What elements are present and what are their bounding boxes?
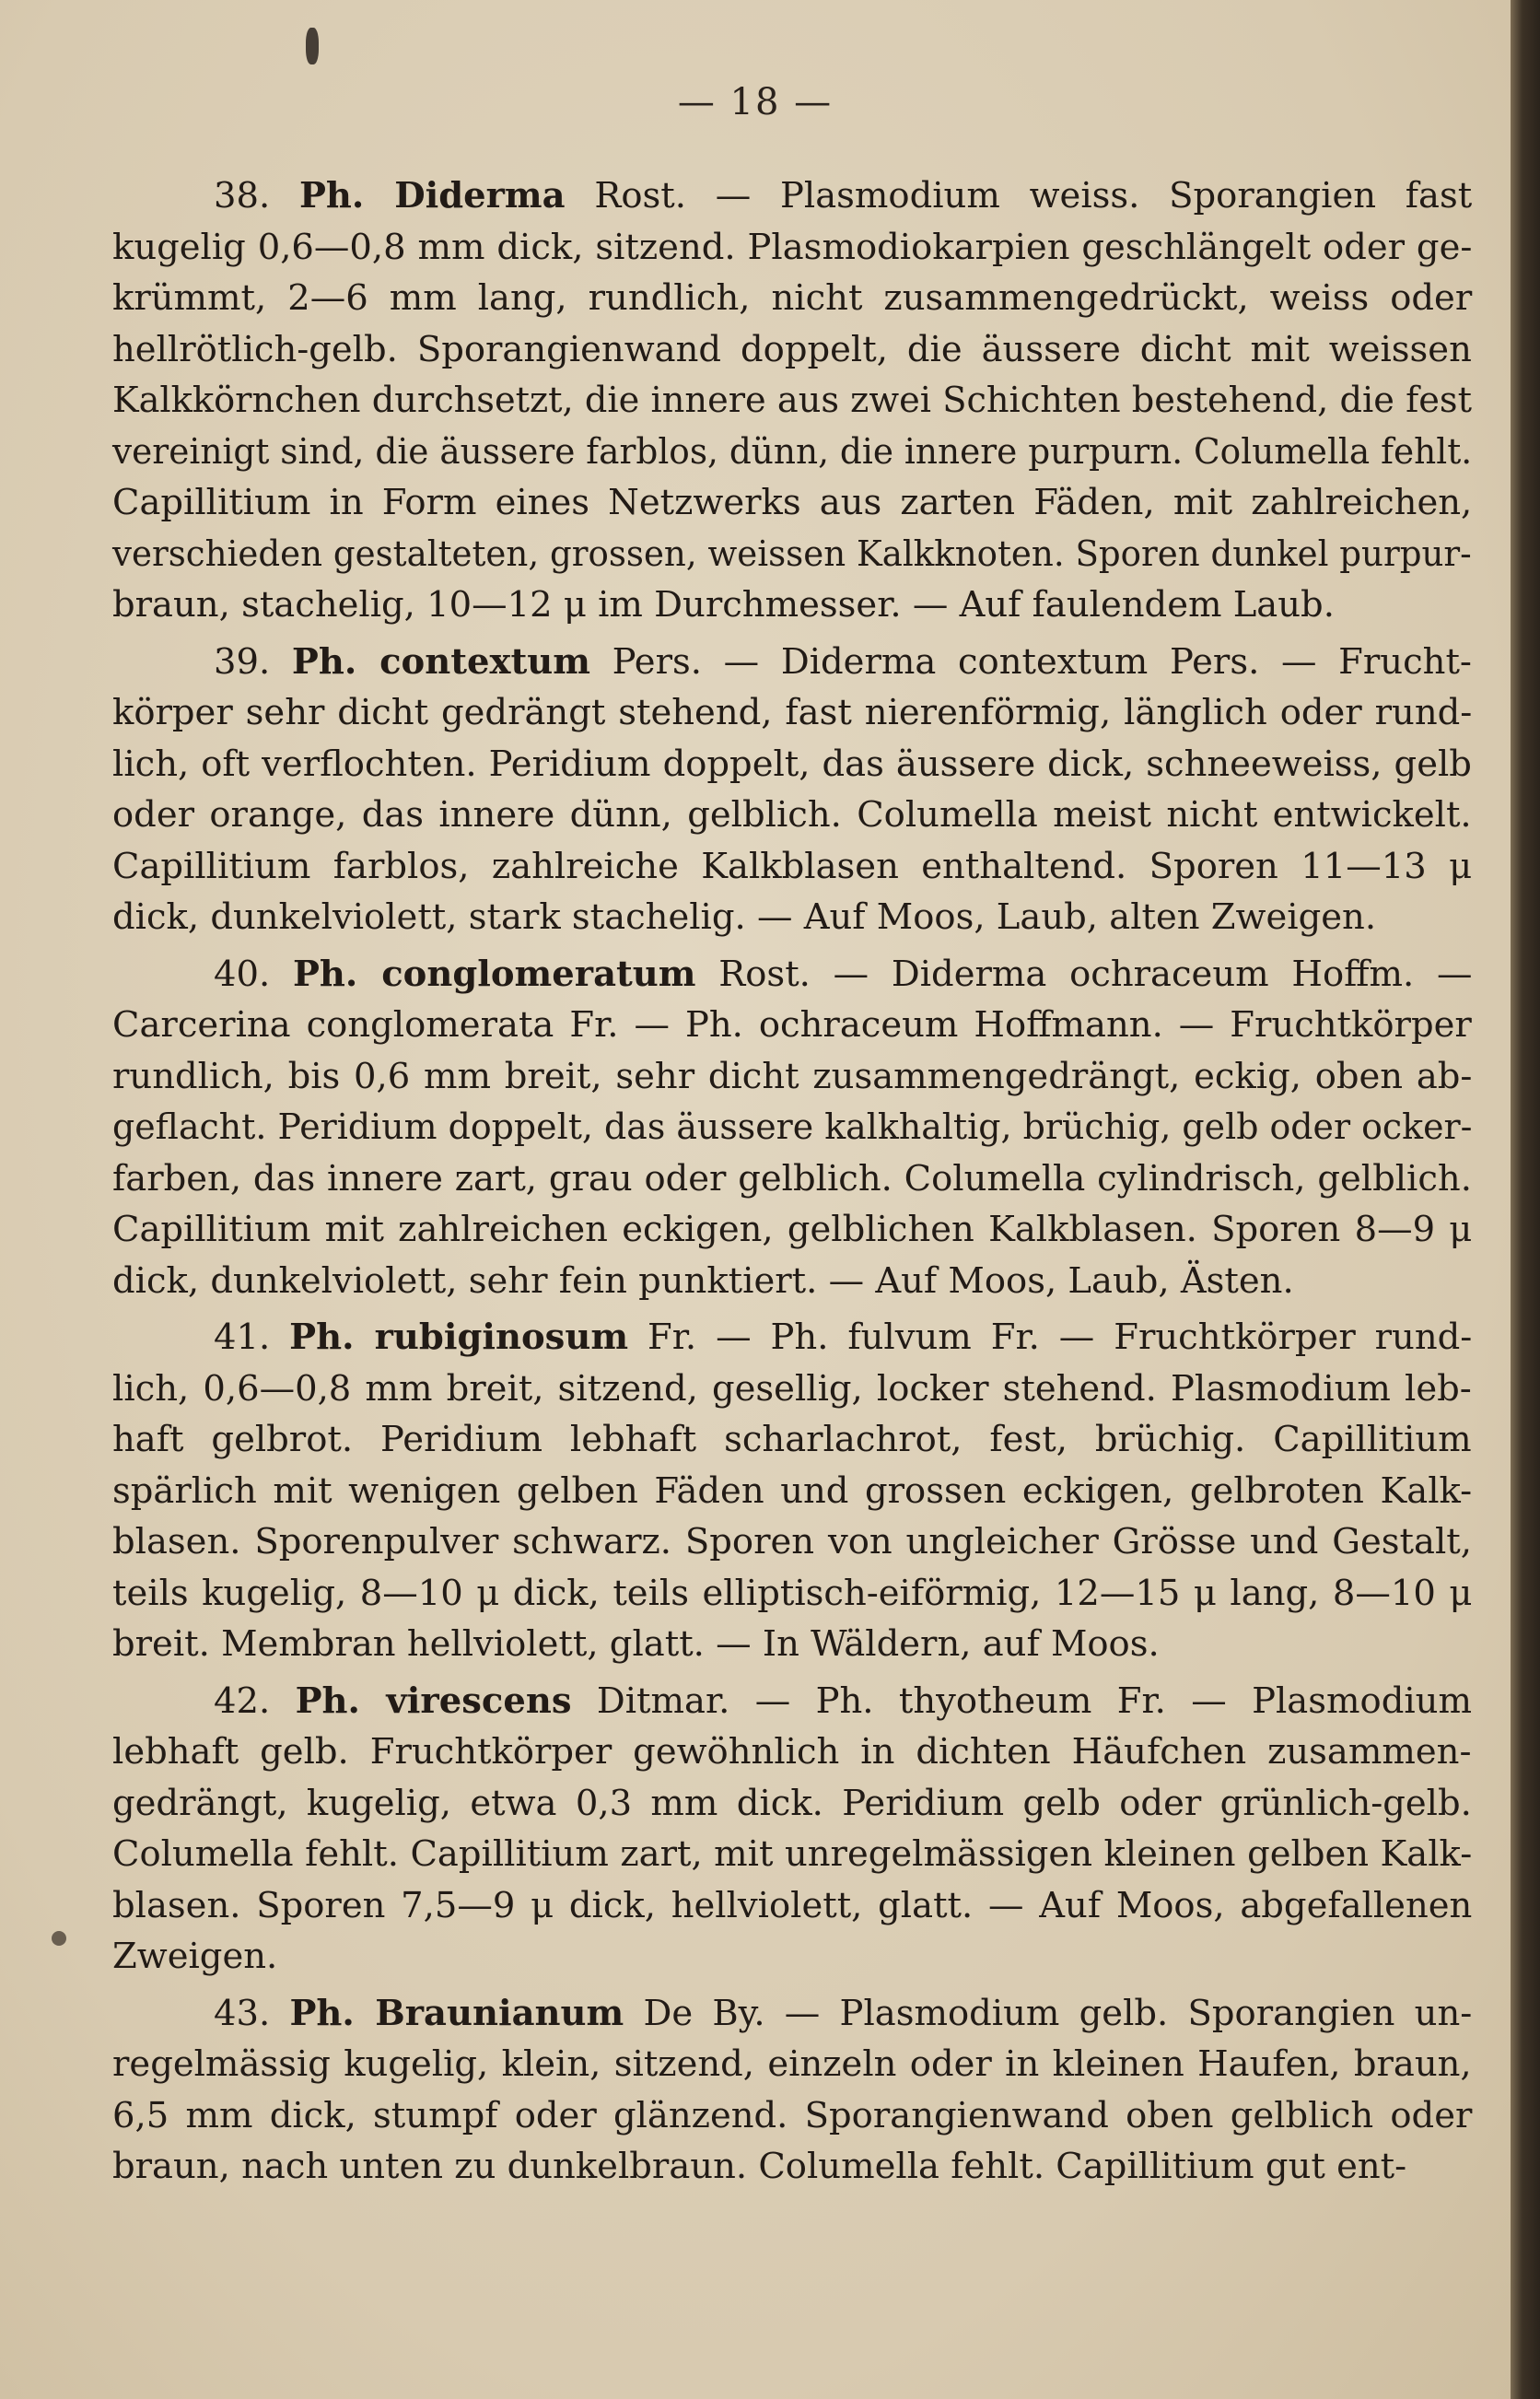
species-entry-42 [112,1676,1472,1983]
species-entry-40 [112,949,1472,1307]
book-spine-shadow [1511,0,1540,2399]
text-line: gedrängt, kugelig, etwa 0,3 mm dick. Peridium gelb oder grünlich-gelb. [112,1782,1472,1824]
text-line: 42. Ph. virescens Ditmar. — Ph. thyotheum Fr. — Plasmodium [214,1679,1472,1722]
text-line: kugelig 0,6—0,8 mm dick, sitzend. Plasmodiokarpien geschlängelt oder ge- [112,226,1473,268]
text-line: 40. Ph. conglomeratum Rost. — Diderma ochraceum Hoffm. — [214,953,1473,995]
species-entry-41 [112,1312,1472,1670]
text-line: vereinigt sind, die äussere farblos, dünn, die innere purpurn. Columella fehlt. [112,430,1473,473]
text-line: 41. Ph. rubiginosum Fr. — Ph. fulvum Fr. — Fruchtkörper rund- [214,1317,1473,1358]
text-line: spärlich mit wenigen gelben Fäden und grossen eckigen, gelbroten Kalk- [112,1469,1473,1512]
text-line: teils kugelig, 8—10 μ dick, teils elliptisch-eiförmig, 12—15 μ lang, 8—10 μ [112,1572,1473,1614]
text-line: regelmässig kugelig, klein, sitzend, einzeln oder in kleinen Haufen, braun, [112,2043,1472,2085]
text-line: dick, dunkelviolett, stark stachelig. — Auf Moos, Laub, alten Zweigen. [112,896,1377,938]
text-line: blasen. Sporen 7,5—9 μ dick, hellviolett, glatt. — Auf Moos, abgefallenen [112,1884,1473,1926]
text-line: braun, stachelig, 10—12 μ im Durchmesser. — Auf faulendem Laub. [112,584,1335,626]
text-line: Columella fehlt. Capillitium zart, mit unregelmässigen kleinen gelben Kalk- [112,1833,1473,1875]
text-line: Kalkkörnchen durchsetzt, die innere aus zwei Schichten bestehend, die fest [112,380,1472,421]
text-line: 38. Ph. Diderma Rost. — Plasmodium weiss. Sporangien fast [214,175,1473,216]
text-line: breit. Membran hellviolett, glatt. — In Wäldern, auf Moos. [112,1623,1160,1665]
text-line: 39. Ph. contextum Pers. — Diderma contextum Pers. — Frucht- [214,640,1472,683]
text-line: Capillitium mit zahlreichen eckigen, gelblichen Kalkblasen. Sporen 8—9 μ [112,1209,1473,1250]
species-entry-43 [112,1988,1472,2193]
ink-blot [306,28,319,64]
text-line: lebhaft gelb. Fruchtkörper gewöhnlich in dichten Häufchen zusammen- [112,1731,1472,1773]
text-line: dick, dunkelviolett, sehr fein punktiert. — Auf Moos, Laub, Ästen. [112,1259,1294,1302]
text-line: farben, das innere zart, grau oder gelblich. Columella cylindrisch, gelblich. [112,1157,1472,1200]
text-line: 43. Ph. Braunianum De By. — Plasmodium gelb. Sporangien un- [214,1992,1473,2034]
text-line: haft gelbrot. Peridium lebhaft scharlachrot, fest, brüchig. Capillitium [112,1419,1472,1460]
text-line: braun, nach unten zu dunkelbraun. Columella fehlt. Capillitium gut ent- [112,2146,1407,2187]
text-line: Zweigen. [112,1936,278,1977]
text-line: lich, 0,6—0,8 mm breit, sitzend, gesellig, locker stehend. Plasmodium leb- [112,1367,1472,1410]
text-line: Capillitium in Form eines Netzwerks aus zarten Fäden, mit zahlreichen, [112,482,1473,523]
text-line: krümmt, 2—6 mm lang, rundlich, nicht zusammengedrückt, weiss oder [112,277,1473,319]
species-entry-38 [112,170,1472,631]
text-line: oder orange, das innere dünn, gelblich. Columella meist nicht entwickelt. [112,794,1472,836]
text-line: körper sehr dicht gedrängt stehend, fast nierenförmig, länglich oder rund- [112,692,1473,733]
ink-blot [52,1931,66,1946]
text-line: verschieden gestalteten, grossen, weissen Kalkknoten. Sporen dunkel purpur- [112,532,1472,575]
page-number: — 18 — [677,81,834,123]
text-line: lich, oft verflochten. Peridium doppelt, das äussere dick, schneeweiss, gelb [112,743,1472,785]
page-text [112,170,1472,2193]
text-line: Carcerina conglomerata Fr. — Ph. ochraceum Hoffmann. — Fruchtkörper [112,1004,1472,1046]
text-line: Capillitium farblos, zahlreiche Kalkblasen enthaltend. Sporen 11—13 μ [112,845,1473,887]
text-line: blasen. Sporenpulver schwarz. Sporen von ungleicher Grösse und Gestalt, [112,1521,1472,1562]
species-entry-39 [112,637,1472,943]
text-line: rundlich, bis 0,6 mm breit, sehr dicht zusammengedrängt, eckig, oben ab- [112,1055,1473,1097]
text-line: hellrötlich-gelb. Sporangienwand doppelt, die äussere dicht mit weissen [112,328,1472,370]
text-line: geflacht. Peridium doppelt, das äussere kalkhaltig, brüchig, gelb oder ocker- [112,1106,1473,1148]
text-line: 6,5 mm dick, stumpf oder glänzend. Sporangienwand oben gelblich oder [112,2094,1473,2136]
